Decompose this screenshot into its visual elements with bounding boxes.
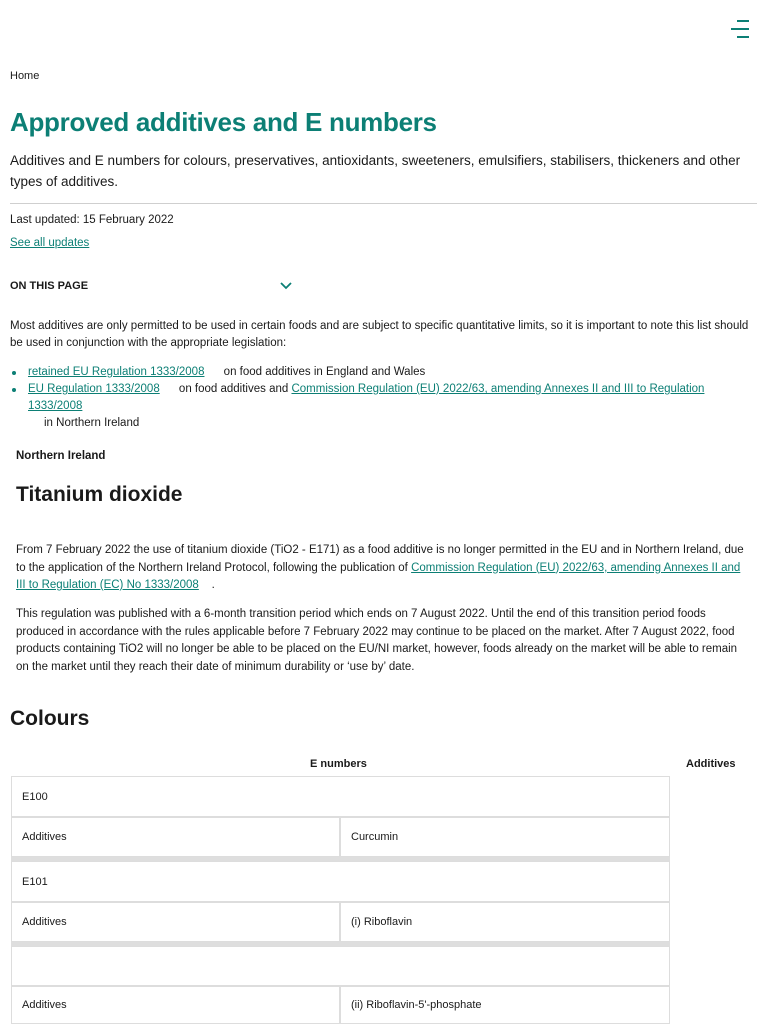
menu-button[interactable] xyxy=(728,16,752,42)
additive-value-cell: Curcumin xyxy=(340,817,670,857)
eu-regulation-link[interactable]: EU Regulation 1333/2008 xyxy=(28,383,160,395)
column-header-additives: Additives xyxy=(686,758,736,770)
e-number-cell: E101 xyxy=(11,861,670,902)
northern-ireland-label: Northern Ireland xyxy=(16,450,106,462)
additives-label-cell: Additives xyxy=(11,902,340,942)
paragraph-end: . xyxy=(211,579,215,591)
list-item xyxy=(10,381,760,432)
bullet-icon xyxy=(12,371,16,375)
e-number-cell: E100 xyxy=(11,776,670,817)
list-item-text: on food additives in England and Wales xyxy=(223,366,426,378)
on-this-page-label: ON THIS PAGE xyxy=(10,280,89,292)
additive-value-cell: (ii) Riboflavin-5'-phosphate xyxy=(340,986,670,1024)
titanium-dioxide-heading: Titanium dioxide xyxy=(16,483,183,506)
breadcrumb-home-link[interactable]: Home xyxy=(10,70,40,82)
legislation-intro: Most additives are only permitted to be used in certain foods and are subject to specific quantitative limits, so it is important to note this list should be used in conjunction with the appropriate legislation: xyxy=(10,320,749,349)
breadcrumb xyxy=(10,70,39,82)
paragraph-text: From 7 February 2022 the use of titanium dioxide (TiO2 - E171) as a food additive is no longer permitted in the EU and in Northern Ireland, due to the application of the Northern Ireland Protocol, following the publication of xyxy=(16,544,744,574)
column-header-e-numbers: E numbers xyxy=(310,758,367,770)
additives-label-cell: Additives xyxy=(11,817,340,857)
list-item xyxy=(10,364,760,381)
list-item-suffix: in Northern Ireland xyxy=(44,417,140,429)
titanium-dioxide-paragraph-1 xyxy=(16,542,748,595)
list-item-text: on food additives and xyxy=(178,383,289,395)
e-number-cell xyxy=(11,946,670,986)
bullet-icon xyxy=(12,388,16,392)
page-title: Approved additives and E numbers xyxy=(10,107,437,137)
additives-label-cell: Additives xyxy=(11,986,340,1024)
legislation-list xyxy=(10,364,760,432)
see-all-updates-link[interactable]: See all updates xyxy=(10,237,90,249)
chevron-down-icon xyxy=(280,282,292,290)
divider xyxy=(10,203,757,204)
on-this-page-toggle[interactable] xyxy=(10,279,294,297)
page-description: Additives and E numbers for colours, preservatives, antioxidants, sweeteners, emulsifiers, stabilisers, thickeners and other types of additives. xyxy=(10,153,741,189)
commission-regulation-tio2-link[interactable]: Commission Regulation (EU) 2022/63, amending Annexes II and III to Regulation (EC) No 1333/2008 xyxy=(16,561,741,591)
titanium-dioxide-paragraph-2: This regulation was published with a 6-month transition period which ends on 7 August 2022. Until the end of this transition period foods produced in accordance with the rules applicable before 7 February 2022 may continue to be placed on the market. After 7 August 2022, food products containing TiO2 will no longer be able to be placed on the EU/NI market, however, foods already on the market will be able to remain on the market until they reach their date of minimum durability or ‘use by’ date. xyxy=(16,608,738,673)
commission-regulation-link[interactable]: Commission Regulation (EU) 2022/63, amending Annexes II and III to Regulation 1333/2008 xyxy=(28,383,705,412)
retained-eu-regulation-link[interactable]: retained EU Regulation 1333/2008 xyxy=(28,366,205,378)
last-updated: Last updated: 15 February 2022 xyxy=(10,214,174,226)
hamburger-menu-icon xyxy=(728,16,752,42)
additive-value-cell: (i) Riboflavin xyxy=(340,902,670,942)
colours-heading: Colours xyxy=(10,707,90,730)
